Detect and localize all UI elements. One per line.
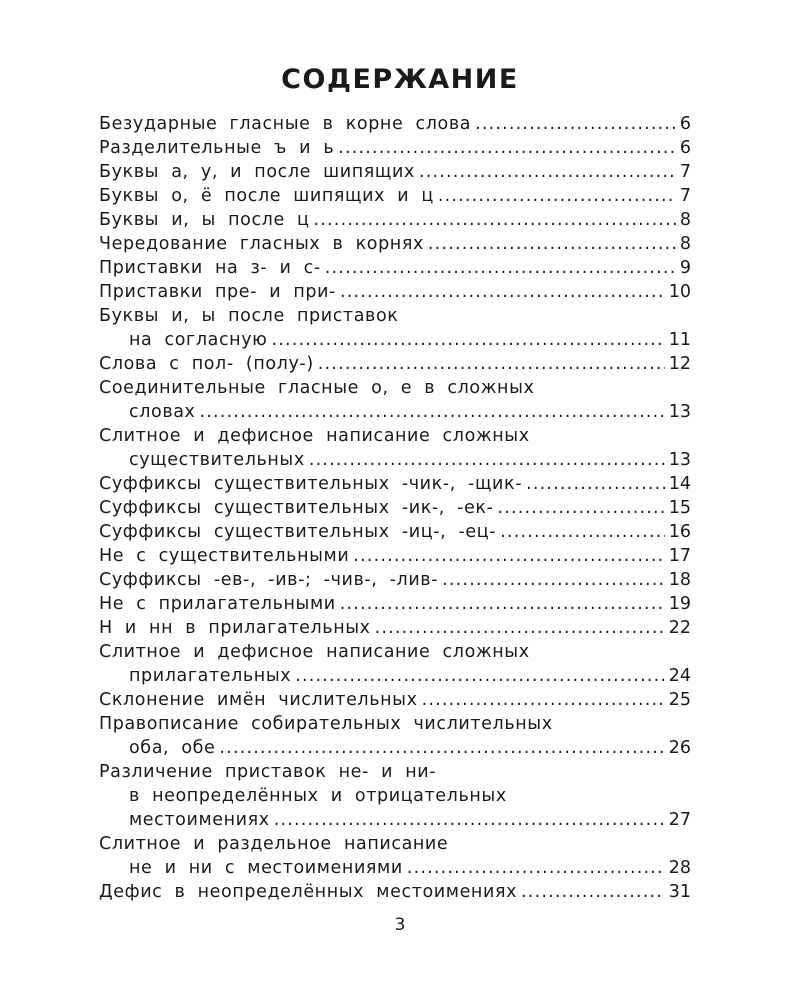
- toc-line: [99, 496, 691, 520]
- toc-line: [99, 808, 691, 832]
- toc-line: [99, 736, 691, 760]
- toc-line: [99, 640, 691, 664]
- dot-leader: [497, 496, 664, 520]
- toc-entry: [99, 304, 691, 352]
- toc-line: [99, 232, 691, 256]
- toc-entry-title: Приставки пре- и при-: [99, 282, 336, 302]
- toc-entry-title: не и ни с местоимениями: [129, 858, 403, 878]
- dot-leader: [375, 616, 665, 640]
- toc-page-number: 10: [668, 282, 691, 302]
- toc-page-number: 22: [668, 618, 691, 638]
- toc-entry: [99, 496, 691, 520]
- toc-entry: [99, 112, 691, 136]
- toc-line: [99, 280, 691, 304]
- toc-entry: [99, 520, 691, 544]
- page-number: 3: [394, 915, 406, 935]
- dot-leader: [442, 568, 665, 592]
- toc-entry: [99, 352, 691, 376]
- dot-leader: [407, 856, 665, 880]
- toc-entry: [99, 616, 691, 640]
- toc-page-number: 13: [668, 450, 691, 470]
- toc-entry-title: Соединительные гласные о, е в сложных: [99, 378, 535, 398]
- toc-entry-title: Разделительные ъ и ь: [99, 138, 335, 158]
- dot-leader: [219, 736, 664, 760]
- toc-entry: [99, 232, 691, 256]
- dot-leader: [340, 592, 665, 616]
- toc-line: [99, 520, 691, 544]
- toc-entry: [99, 472, 691, 496]
- toc-line: [99, 136, 691, 160]
- toc-entry: [99, 376, 691, 424]
- toc-page-number: 11: [668, 330, 691, 350]
- dot-leader: [340, 280, 665, 304]
- toc-entry: [99, 568, 691, 592]
- toc-entry: [99, 544, 691, 568]
- dot-leader: [272, 328, 665, 352]
- toc-page-number: 17: [668, 546, 691, 566]
- toc-entry-title: Склонение имён числительных: [99, 690, 418, 710]
- toc-line: [99, 208, 691, 232]
- toc-entry: [99, 256, 691, 280]
- dot-leader: [314, 208, 676, 232]
- toc-page-number: 25: [668, 690, 691, 710]
- toc-line: [99, 160, 691, 184]
- toc-entry: [99, 688, 691, 712]
- toc-entry: [99, 832, 691, 880]
- toc-line: [99, 328, 691, 352]
- toc-entry-title: Н и нн в прилагательных: [99, 618, 371, 638]
- toc-entry: [99, 592, 691, 616]
- toc-entry-title: Не с существительными: [99, 546, 350, 566]
- dot-leader: [428, 232, 676, 256]
- toc-line: [99, 304, 691, 328]
- toc-page-number: 12: [668, 354, 691, 374]
- dot-leader: [419, 160, 676, 184]
- toc-entry-title: оба, обе: [129, 738, 216, 758]
- toc-page-number: 19: [668, 594, 691, 614]
- dot-leader: [353, 544, 664, 568]
- toc-entry-title: существительных: [129, 450, 305, 470]
- dot-leader: [521, 880, 665, 904]
- toc-entry-title: Различение приставок не- и ни-: [99, 762, 437, 782]
- toc-entry-title: Суффиксы -ев-, -ив-; -чив-, -лив-: [99, 570, 439, 590]
- toc-entry: [99, 184, 691, 208]
- toc-line: [99, 832, 691, 856]
- toc-line: [99, 856, 691, 880]
- toc-entry: [99, 160, 691, 184]
- toc-page-number: 28: [668, 858, 691, 878]
- toc-entry-title: Слитное и раздельное написание: [99, 834, 449, 854]
- toc-page-number: 6: [679, 114, 691, 134]
- toc-line: [99, 712, 691, 736]
- toc-line: [99, 448, 691, 472]
- toc-page-number: 13: [668, 402, 691, 422]
- toc-page-number: 15: [668, 498, 691, 518]
- toc-page-number: 14: [668, 474, 691, 494]
- toc-page-number: 7: [679, 162, 691, 182]
- toc-entry-title: Приставки на з- и с-: [99, 258, 321, 278]
- toc-entry-title: Суффиксы существительных -ик-, -ек-: [99, 498, 494, 518]
- toc-entry-title: Буквы и, ы после ц: [99, 210, 310, 230]
- toc-page-number: 24: [668, 666, 691, 686]
- toc-page-number: 27: [668, 810, 691, 830]
- toc-line: [99, 424, 691, 448]
- toc-entry-title: Слитное и дефисное написание сложных: [99, 642, 530, 662]
- toc-line: [99, 472, 691, 496]
- toc-entry: [99, 640, 691, 688]
- dot-leader: [309, 448, 665, 472]
- toc-entry: [99, 136, 691, 160]
- toc-line: [99, 616, 691, 640]
- toc-line: [99, 544, 691, 568]
- dot-leader: [475, 112, 676, 136]
- toc-line: [99, 760, 691, 784]
- toc-entry-title: Безударные гласные в корне слова: [99, 114, 472, 134]
- toc-entry: [99, 280, 691, 304]
- toc-line: [99, 784, 691, 808]
- toc-entry-title: словах: [129, 402, 196, 422]
- toc-line: [99, 376, 691, 400]
- dot-leader: [500, 520, 665, 544]
- dot-leader: [200, 400, 665, 424]
- dot-leader: [295, 664, 664, 688]
- toc-entry-title: Суффиксы существительных -чик-, -щик-: [99, 474, 523, 494]
- toc-entry-title: прилагательных: [129, 666, 292, 686]
- toc-entry-title: Буквы а, у, и после шипящих: [99, 162, 415, 182]
- toc-line: [99, 112, 691, 136]
- toc-entry: [99, 880, 691, 904]
- toc-entry-title: Буквы и, ы после приставок: [99, 306, 399, 326]
- table-of-contents: [99, 112, 691, 904]
- toc-page-number: 31: [668, 882, 691, 902]
- toc-line: [99, 664, 691, 688]
- dot-leader: [325, 256, 676, 280]
- toc-page-number: 26: [668, 738, 691, 758]
- toc-line: [99, 880, 691, 904]
- toc-page-number: 16: [668, 522, 691, 542]
- toc-page-number: 9: [679, 258, 691, 278]
- toc-entry: [99, 712, 691, 760]
- toc-page-number: 7: [679, 186, 691, 206]
- toc-entry-title: Буквы о, ё после шипящих и ц: [99, 186, 434, 206]
- toc-entry-title: Правописание собирательных числительных: [99, 714, 553, 734]
- toc-entry-title: Слитное и дефисное написание сложных: [99, 426, 530, 446]
- toc-entry: [99, 208, 691, 232]
- dot-leader: [318, 352, 665, 376]
- toc-entry-title: местоимениях: [129, 810, 270, 830]
- page-title: СОДЕРЖАНИЕ: [281, 64, 519, 95]
- toc-line: [99, 256, 691, 280]
- toc-page-number: 18: [668, 570, 691, 590]
- dot-leader: [338, 136, 676, 160]
- dot-leader: [438, 184, 676, 208]
- dot-leader: [422, 688, 665, 712]
- toc-line: [99, 352, 691, 376]
- dot-leader: [526, 472, 665, 496]
- toc-line: [99, 400, 691, 424]
- toc-entry-title: Дефис в неопределённых местоимениях: [99, 882, 518, 902]
- toc-entry-title: Суффиксы существительных -иц-, -ец-: [99, 522, 497, 542]
- toc-line: [99, 592, 691, 616]
- toc-entry: [99, 424, 691, 472]
- toc-line: [99, 184, 691, 208]
- toc-page-number: 8: [679, 210, 691, 230]
- toc-entry: [99, 760, 691, 832]
- toc-entry-title: на согласную: [129, 330, 268, 350]
- toc-page-number: 8: [679, 234, 691, 254]
- toc-entry-title: в неопределённых и отрицательных: [129, 786, 507, 806]
- toc-entry-title: Слова с пол- (полу-): [99, 354, 314, 374]
- toc-entry-title: Чередование гласных в корнях: [99, 234, 424, 254]
- dot-leader: [274, 808, 665, 832]
- toc-line: [99, 688, 691, 712]
- toc-page-number: 6: [679, 138, 691, 158]
- toc-line: [99, 568, 691, 592]
- toc-entry-title: Не с прилагательными: [99, 594, 336, 614]
